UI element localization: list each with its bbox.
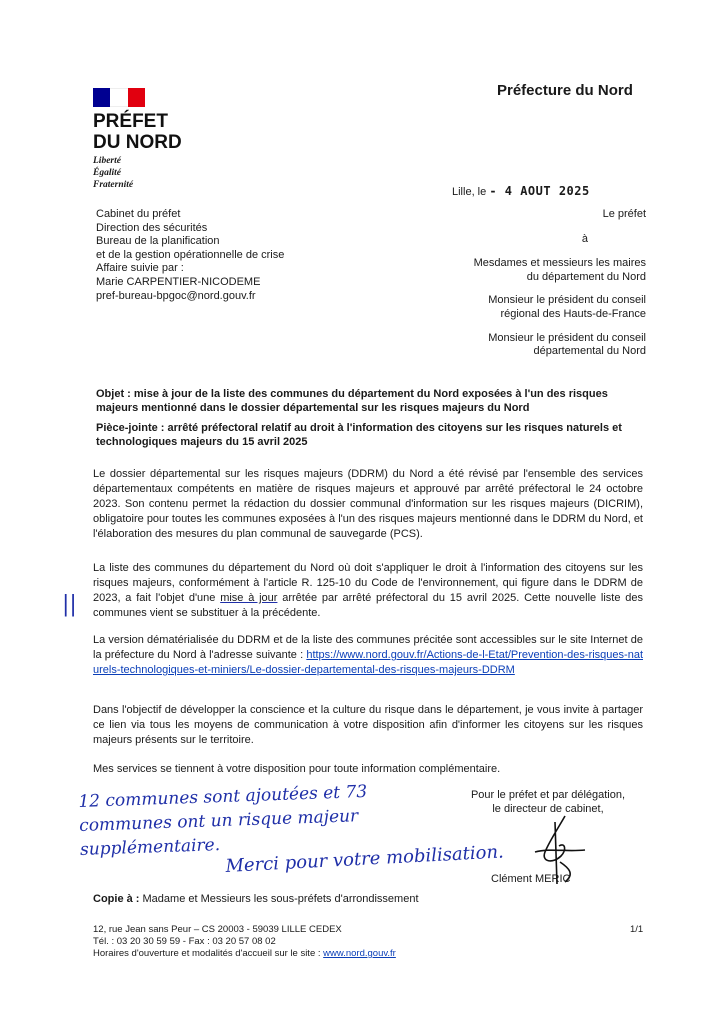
prefecture-name: Préfecture du Nord — [497, 82, 633, 99]
sender-line: Direction des sécurités — [96, 221, 208, 234]
recipient-regional-1: Monsieur le président du conseil — [488, 294, 646, 307]
recipient-mayors-1: Mesdames et messieurs les maires — [473, 257, 646, 270]
recipients-block — [474, 208, 646, 359]
p2-underlined-text: mise à jour — [220, 592, 278, 604]
republic-motto — [93, 155, 133, 191]
footer-hours-text: Horaires d'ouverture et modalités d'accueil sur le site : — [93, 948, 321, 959]
attachment-label: Pièce-jointe : — [96, 422, 165, 434]
date-place: Lille, le — [452, 186, 487, 198]
attachment-text: arrêté préfectoral relatif au droit à l'information des citoyens sur les risques naturels et technologiques majeurs du 15 avril 2025 — [96, 422, 622, 448]
footer-address: 12, rue Jean sans Peur – CS 20003 - 59039 LILLE CEDEX — [93, 924, 342, 935]
handwritten-thanks: Merci pour votre mobilisation. — [225, 841, 505, 877]
footer — [93, 924, 396, 960]
from-label: Le préfet — [602, 208, 646, 220]
sender-line: Affaire suivie par : — [96, 262, 184, 275]
sender-line: Cabinet du préfet — [96, 208, 181, 220]
sender-line: Bureau de la planification — [96, 235, 220, 248]
motto-fraternite: Fraternité — [93, 180, 134, 190]
footer-phone: Tél. : 03 20 30 59 59 - Fax : 03 20 57 08 02 — [93, 936, 276, 947]
margin-mark: || — [62, 592, 77, 617]
recipient-regional-2: régional des Hauts-de-France — [500, 307, 646, 320]
subject-label: Objet : — [96, 388, 131, 400]
signer-name: Clément MERIC — [491, 873, 571, 885]
to-label: à — [581, 232, 588, 245]
motto-liberte: Liberté — [93, 156, 121, 166]
body-paragraph-2 — [93, 561, 643, 621]
logo-line-2: DU NORD — [93, 132, 182, 153]
body-paragraph-3 — [93, 633, 643, 678]
flag-red-band — [128, 88, 145, 107]
date-line — [452, 184, 590, 198]
ddrm-link[interactable]: https://www.nord.gouv.fr/Actions-de-l-Etat/Prevention-des-risques-naturels-technologiques-et-miniers/Le-dossier-departemental-des-risques-majeurs-DDRM — [93, 649, 643, 676]
p2-text-after: arrêtée par arrêté préfectoral du 15 avril 2025. Cette nouvelle liste des communes vient se substituer à la précédente. — [93, 592, 643, 619]
footer-hours — [93, 948, 396, 960]
p2-text-before: La liste des communes du département du Nord où doit s'appliquer le droit à l'information des citoyens sur les risques majeurs, conformément à l'article R. 125-10 du Code de l'environnement, qui figure dans le DDRM de 2023, a fait l'objet d'une — [93, 562, 643, 604]
handwritten-note-line-3: supplémentaire. — [79, 835, 221, 860]
sender-email[interactable]: pref-bureau-bpgoc@nord.gouv.fr — [96, 289, 256, 302]
recipient-mayors-2: du département du Nord — [526, 270, 646, 283]
subject-text: mise à jour de la liste des communes du département du Nord exposées à l'un des risques majeurs mentionné dans le dossier départemental sur les risques majeurs du Nord — [96, 388, 608, 414]
flag-white-band — [110, 88, 128, 107]
recipient-departmental-1: Monsieur le président du conseil — [488, 331, 646, 344]
copy-to — [93, 893, 419, 905]
sender-block — [96, 208, 284, 303]
signature-line-1: Pour le préfet et par délégation, — [470, 789, 626, 801]
p3-text: La version dématérialisée du DDRM et de la liste des communes précitée sont accessibles sur le site Internet de la préfecture du Nord à l'adresse suivante : — [93, 634, 643, 661]
handwritten-note-line-1: 12 communes sont ajoutées et 73 — [78, 781, 368, 812]
footer-site-link[interactable]: www.nord.gouv.fr — [323, 948, 396, 959]
signature-line-2: le directeur de cabinet, — [492, 803, 604, 815]
page-number: 1/1 — [630, 924, 644, 935]
recipient-departmental-2: départemental du Nord — [533, 345, 646, 358]
copy-to-text: Madame et Messieurs les sous-préfets d'arrondissement — [142, 893, 419, 905]
subject — [96, 388, 646, 415]
handwritten-note-line-2: communes ont un risque majeur — [78, 806, 359, 836]
handwritten-note — [78, 780, 369, 862]
marianne-flag-logo — [93, 88, 145, 107]
logo-title — [93, 111, 182, 153]
body-paragraph-1: Le dossier départemental sur les risques majeurs (DDRM) du Nord a été révisé par l'ensemble des services départementaux compétents en matière de risques majeurs et approuvé par arrêté préfectoral le 24 octobre 2023. Son contenu permet la rédaction du dossier communal d'information sur les risques majeurs (DICRIM), obligatoire pour toutes les communes exposées à l'un des risques majeurs mentionné dans le DDRM du Nord, et l'élaboration des mesures du plan communal de sauvegarde (PCS). — [93, 468, 643, 540]
sender-line: Marie CARPENTIER-NICODEME — [96, 275, 261, 288]
copy-to-label: Copie à : — [93, 893, 140, 905]
attachment — [96, 422, 646, 449]
flag-blue-band — [93, 88, 110, 107]
sender-line: et de la gestion opérationnelle de crise — [96, 248, 285, 261]
motto-egalite: Égalité — [93, 168, 121, 178]
date-stamp: - 4 AOUT 2025 — [489, 184, 590, 198]
body-paragraph-4: Dans l'objectif de développer la conscience et la culture du risque dans le département, je vous invite à partager ce lien via tous les moyens de communication à votre disposition afin d'informer les citoyens sur les risques majeurs présents sur le territoire. — [93, 704, 643, 746]
logo-line-1: PRÉFET — [93, 111, 168, 132]
body-paragraph-5: Mes services se tiennent à votre disposition pour toute information complémentaire. — [93, 763, 501, 775]
